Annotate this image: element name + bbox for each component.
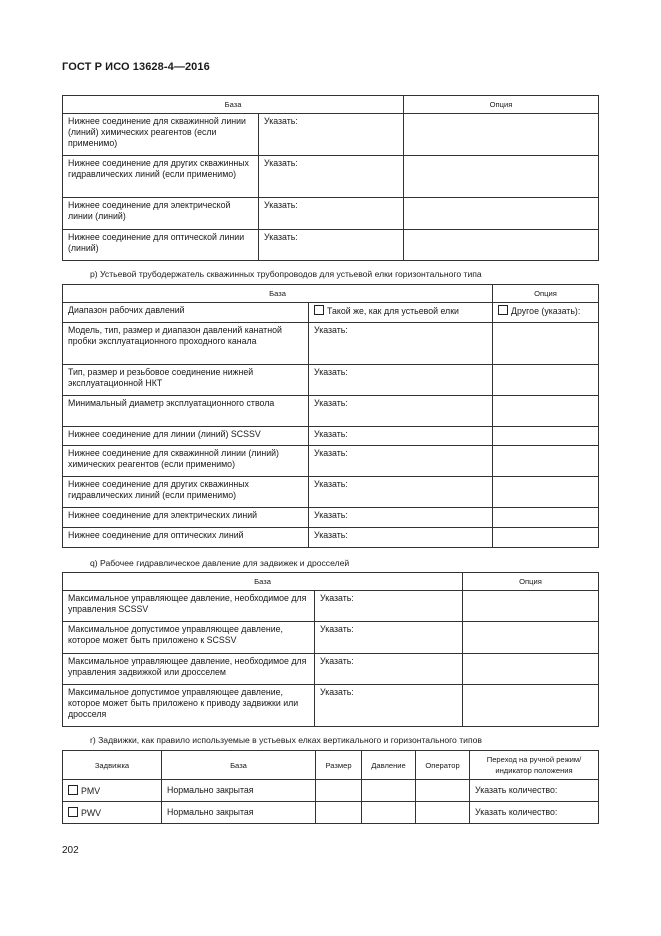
column-header-valve: Задвижка xyxy=(63,751,162,780)
table-row xyxy=(63,446,599,477)
option-cell[interactable] xyxy=(493,446,599,477)
specify-cell[interactable]: Указать: xyxy=(315,654,463,685)
specify-cell[interactable]: Указать: xyxy=(309,427,493,446)
option-cell[interactable] xyxy=(493,508,599,528)
specify-cell[interactable]: Указать: xyxy=(315,622,463,654)
table-row xyxy=(63,477,599,508)
checkbox-label: Такой же, как для устьевой елки xyxy=(327,306,459,316)
option-cell[interactable] xyxy=(493,323,599,365)
table-2 xyxy=(62,284,599,548)
table-row xyxy=(63,528,599,548)
column-header-override: Переход на ручной режим/ индикатор положения xyxy=(470,751,599,780)
row-label: Максимальное допустимое управляющее давление, которое может быть приложено к SCSSV xyxy=(63,622,315,654)
document-header: ГОСТ Р ИСО 13628-4—2016 xyxy=(62,61,210,73)
section-r-title: r) Задвижки, как правило используемые в устьевых елках вертикального и горизонтального типов xyxy=(90,735,482,745)
specify-cell[interactable]: Указать: xyxy=(309,446,493,477)
table-4 xyxy=(62,750,599,824)
row-label: Максимальное допустимое управляющее давление, которое может быть приложено к приводу задвижки или дросселя xyxy=(63,685,315,727)
row-label: Максимальное управляющее давление, необходимое для управления задвижкой или дросселем xyxy=(63,654,315,685)
base-cell: Нормально закрытая xyxy=(162,802,316,824)
option-cell[interactable] xyxy=(404,114,599,156)
specify-cell[interactable]: Указать: xyxy=(309,365,493,396)
specify-cell[interactable]: Указать: xyxy=(309,477,493,508)
table-row xyxy=(63,230,599,261)
pressure-cell[interactable] xyxy=(362,780,416,802)
operator-cell[interactable] xyxy=(416,802,470,824)
row-label: Нижнее соединение для линии (линий) SCSSV xyxy=(63,427,309,446)
checkbox[interactable] xyxy=(68,807,78,817)
table-row xyxy=(63,365,599,396)
row-label: Тип, размер и резьбовое соединение нижней эксплуатационной НКТ xyxy=(63,365,309,396)
table-row xyxy=(63,396,599,427)
checkbox[interactable] xyxy=(498,305,508,315)
table-row xyxy=(63,685,599,727)
row-label: Нижнее соединение для скважинной линии (линий) химических реагентов (если применимо) xyxy=(63,114,259,156)
size-cell[interactable] xyxy=(316,780,362,802)
option-cell[interactable] xyxy=(404,156,599,198)
row-label: Нижнее соединение для других скважинных гидравлических линий (если применимо) xyxy=(63,477,309,508)
table-row xyxy=(63,508,599,528)
option-cell[interactable] xyxy=(463,654,599,685)
section-p-title: p) Устьевой трубодержатель скважинных трубопроводов для устьевой елки горизонтального типа xyxy=(90,269,482,279)
specify-cell[interactable]: Указать: xyxy=(259,230,404,261)
row-label: Диапазон рабочих давлений xyxy=(63,303,309,323)
checkbox[interactable] xyxy=(314,305,324,315)
row-label: Нижнее соединение для электрических линий xyxy=(63,508,309,528)
column-header-base: База xyxy=(63,96,404,114)
option-cell[interactable] xyxy=(404,198,599,230)
table-row xyxy=(63,622,599,654)
specify-cell[interactable]: Указать: xyxy=(259,156,404,198)
option-cell[interactable] xyxy=(463,685,599,727)
table-1 xyxy=(62,95,599,261)
valve-cell[interactable] xyxy=(63,780,162,802)
section-q-title: q) Рабочее гидравлическое давление для задвижек и дросселей xyxy=(90,558,350,568)
specify-cell[interactable]: Указать: xyxy=(259,114,404,156)
option-cell[interactable] xyxy=(493,477,599,508)
table-row xyxy=(63,780,599,802)
specify-cell[interactable]: Указать: xyxy=(309,508,493,528)
table-row xyxy=(63,156,599,198)
specify-cell[interactable]: Указать: xyxy=(315,685,463,727)
specify-cell[interactable]: Указать: xyxy=(309,323,493,365)
row-label: Нижнее соединение для других скважинных гидравлических линий (если применимо) xyxy=(63,156,259,198)
column-header-option: Опция xyxy=(463,573,599,591)
column-header-option: Опция xyxy=(493,285,599,303)
base-cell: Нормально закрытая xyxy=(162,780,316,802)
option-cell[interactable] xyxy=(463,591,599,622)
table-3 xyxy=(62,572,599,727)
specify-cell[interactable]: Указать: xyxy=(259,198,404,230)
option-cell[interactable] xyxy=(404,230,599,261)
table-row xyxy=(63,323,599,365)
table-row xyxy=(63,303,599,323)
option-cell[interactable] xyxy=(493,427,599,446)
operator-cell[interactable] xyxy=(416,780,470,802)
valve-label: PWV xyxy=(81,807,102,818)
column-header-operator: Оператор xyxy=(416,751,470,780)
table-row xyxy=(63,591,599,622)
checkbox[interactable] xyxy=(68,785,78,795)
specify-cell[interactable]: Указать: xyxy=(309,528,493,548)
option-cell[interactable] xyxy=(493,365,599,396)
row-label: Нижнее соединение для электрической линии (линий) xyxy=(63,198,259,230)
override-cell[interactable]: Указать количество: xyxy=(470,780,599,802)
option-cell[interactable] xyxy=(493,528,599,548)
table-row xyxy=(63,198,599,230)
column-header-base: База xyxy=(63,573,463,591)
table-row xyxy=(63,427,599,446)
row-label: Нижнее соединение для оптических линий xyxy=(63,528,309,548)
table-row xyxy=(63,654,599,685)
specify-cell[interactable]: Указать: xyxy=(315,591,463,622)
row-label: Минимальный диаметр эксплуатационного ствола xyxy=(63,396,309,427)
column-header-pressure: Давление xyxy=(362,751,416,780)
column-header-base: База xyxy=(63,285,493,303)
valve-cell[interactable] xyxy=(63,802,162,824)
row-label: Максимальное управляющее давление, необходимое для управления SCSSV xyxy=(63,591,315,622)
column-header-size: Размер xyxy=(316,751,362,780)
table-row xyxy=(63,114,599,156)
option-cell[interactable] xyxy=(463,622,599,654)
pressure-cell[interactable] xyxy=(362,802,416,824)
specify-cell[interactable]: Указать: xyxy=(309,396,493,427)
option-cell[interactable] xyxy=(493,396,599,427)
checkbox-label: Другое (указать): xyxy=(511,306,581,316)
row-label: Нижнее соединение для скважинной линии (линий) химических реагентов (если применимо) xyxy=(63,446,309,477)
table-row xyxy=(63,802,599,824)
override-cell[interactable]: Указать количество: xyxy=(470,802,599,824)
column-header-base: База xyxy=(162,751,316,780)
other-option[interactable] xyxy=(493,303,599,323)
page-number: 202 xyxy=(62,845,79,856)
size-cell[interactable] xyxy=(316,802,362,824)
row-label: Модель, тип, размер и диапазон давлений канатной пробки эксплуатационного проходного канала xyxy=(63,323,309,365)
same-as-tree-option[interactable] xyxy=(309,303,493,323)
row-label: Нижнее соединение для оптической линии (линий) xyxy=(63,230,259,261)
valve-label: PMV xyxy=(81,785,101,796)
column-header-option: Опция xyxy=(404,96,599,114)
